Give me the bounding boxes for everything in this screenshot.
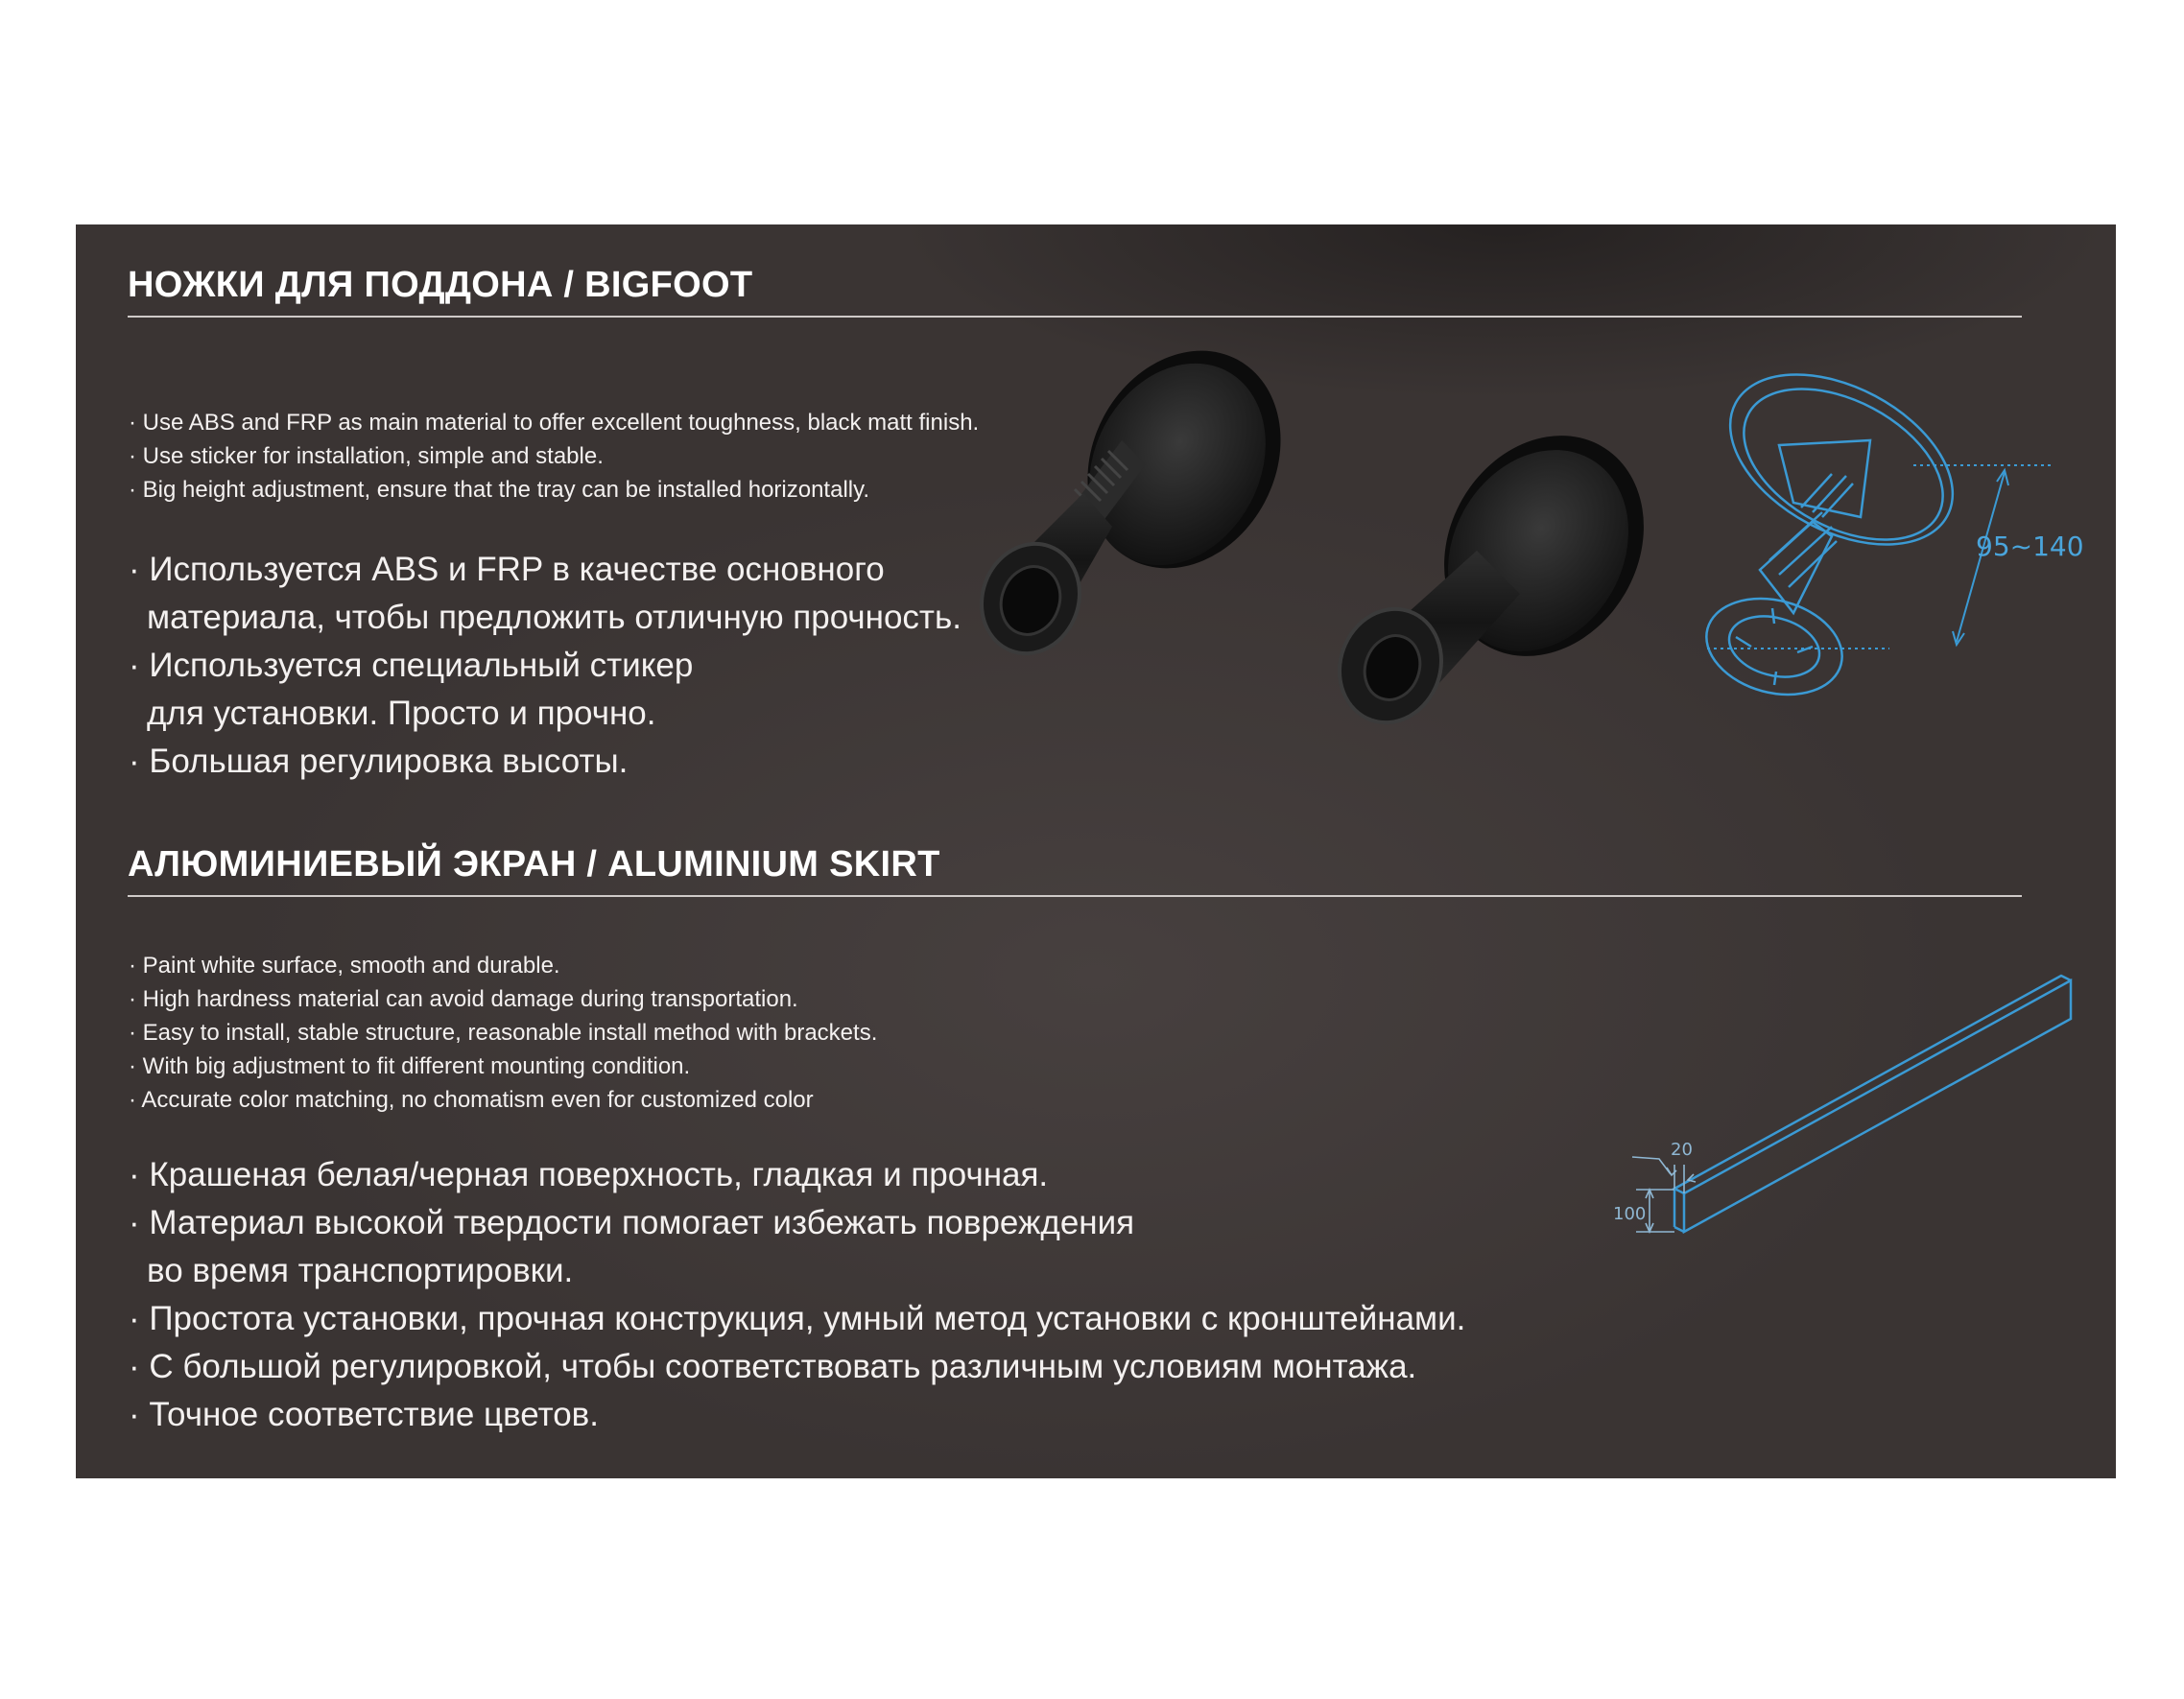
list-item: · Точное соответствие цветов.: [129, 1396, 599, 1433]
bigfoot-features-ru: [129, 546, 961, 786]
product-panel: [76, 224, 2116, 1478]
list-item: · Use sticker for installation, simple and stable.: [129, 443, 604, 469]
list-item: во время транспортировки.: [147, 1252, 574, 1289]
list-item: · Easy to install, stable structure, reasonable install method with brackets.: [129, 1020, 878, 1046]
bigfoot-divider: [128, 316, 2022, 318]
list-item: · Простота установки, прочная конструкция, умный метод установки с кронштейнами.: [129, 1300, 1466, 1337]
list-item: · Используется ABS и FRP в качестве основного: [129, 551, 885, 588]
list-item: · Большая регулировка высоты.: [129, 743, 629, 780]
list-item: · High hardness material can avoid damage during transportation.: [129, 986, 798, 1012]
list-item: · Use ABS and FRP as main material to offer excellent toughness, black matt finish.: [129, 410, 980, 436]
bigfoot-product-photo: [978, 349, 1726, 752]
foot-right: [1324, 399, 1683, 737]
list-item: для установки. Просто и прочно.: [147, 695, 656, 732]
list-item: · С большой регулировкой, чтобы соответствовать различным условиям монтажа.: [129, 1348, 1417, 1385]
foot-left: [966, 317, 1318, 667]
bigfoot-features-en: [129, 406, 979, 507]
bigfoot-heading: НОЖКИ ДЛЯ ПОДДОНА / BIGFOOT: [128, 265, 753, 305]
skirt-features-ru: [129, 1151, 1465, 1439]
list-item: материала, чтобы предложить отличную прочность.: [147, 599, 961, 636]
list-item: · Big height adjustment, ensure that the tray can be installed horizontally.: [129, 477, 869, 503]
list-item: · Крашеная белая/черная поверхность, гладкая и прочная.: [129, 1156, 1049, 1193]
list-item: · Accurate color matching, no chomatism even for customized color: [129, 1087, 814, 1113]
skirt-heading: АЛЮМИНИЕВЫЙ ЭКРАН / ALUMINIUM SKIRT: [128, 844, 940, 885]
skirt-height-label: 100: [1613, 1204, 1647, 1224]
list-item: · With big adjustment to fit different mounting condition.: [129, 1053, 691, 1079]
skirt-features-en: [129, 949, 877, 1117]
skirt-thickness-label: 20: [1671, 1140, 1693, 1160]
list-item: · Материал высокой твердости помогает избежать повреждения: [129, 1204, 1135, 1241]
bigfoot-technical-drawing: [1688, 368, 2116, 714]
bigfoot-dimension-label: 95~140: [1976, 531, 2084, 562]
skirt-divider: [128, 895, 2022, 897]
list-item: · Используется специальный стикер: [129, 647, 694, 684]
skirt-technical-drawing: [1525, 944, 2081, 1261]
list-item: · Paint white surface, smooth and durable.: [129, 953, 560, 979]
